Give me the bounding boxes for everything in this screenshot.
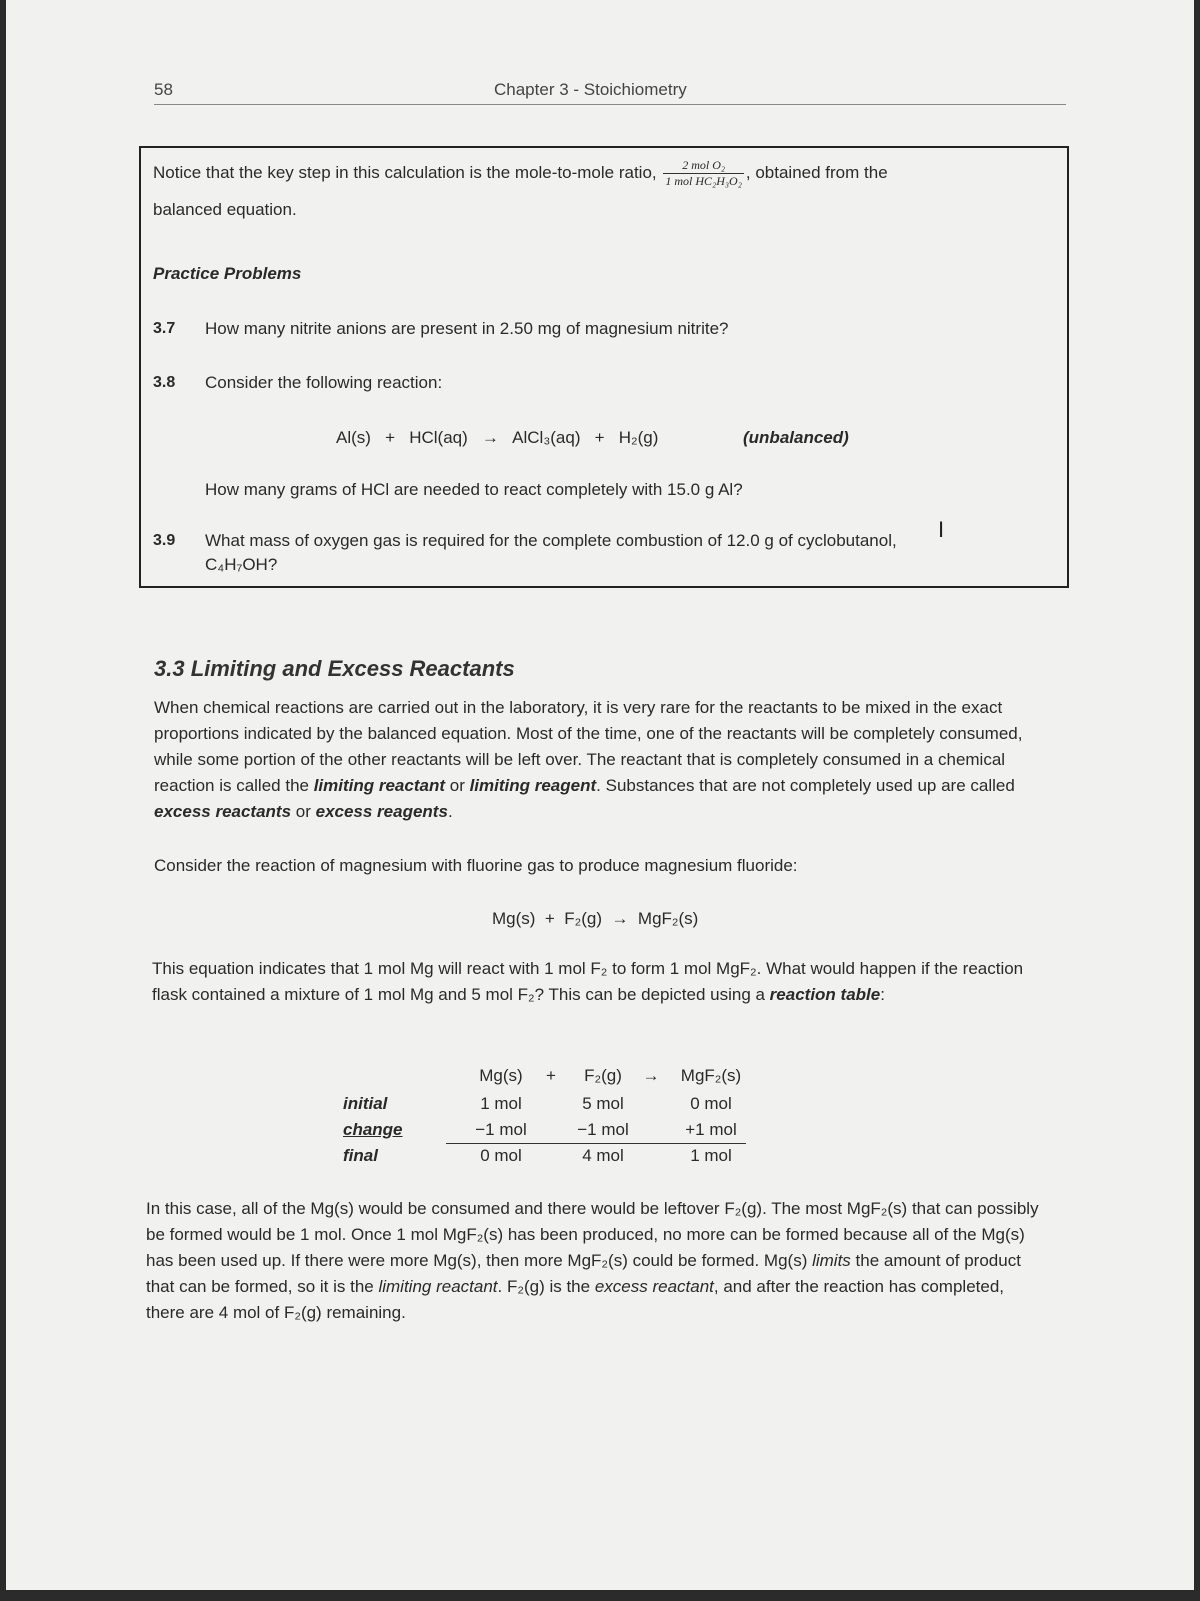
notice-text (153, 158, 1053, 189)
para-text: In this case, all of the Mg(s) would be consumed and there would be leftover F₂(g). The most MgF₂(s) that can possibly be formed would be 1 mol. Once 1 mol MgF₂(s) has been produced, no more can be formed because all of the Mg(s) has been used up. If there were more Mg(s), then more MgF₂(s) could be formed. Mg(s) (146, 1199, 1039, 1270)
table-cell: −1 mol (577, 1120, 629, 1139)
problem-text: Consider the following reaction: (205, 373, 443, 392)
table-cell: −1 mol (475, 1120, 527, 1139)
term-limiting-reagent: limiting reagent (469, 776, 597, 795)
table-cell: 1 mol (480, 1094, 522, 1113)
table-header-cell: + (546, 1066, 556, 1085)
notice-before: Notice that the key step in this calculation is the mole-to-mole ratio, (153, 162, 657, 182)
term-excess-reactant: excess reactant (594, 1277, 714, 1296)
paragraph-intro (154, 695, 1044, 825)
notice-after: , obtained from the (745, 162, 888, 182)
table-header-cell: → (642, 1066, 660, 1085)
page-number: 58 (154, 80, 173, 99)
practice-heading: Practice Problems (153, 264, 302, 283)
table-cell: 4 mol (582, 1146, 624, 1165)
para-text: . (447, 802, 453, 821)
table-row-label: change (343, 1120, 403, 1139)
ratio-denominator: 1 mol HC₂H₃O₂ (665, 174, 742, 188)
table-cell: 1 mol (690, 1146, 732, 1165)
table-header-cell: MgF₂(s) (680, 1066, 742, 1085)
textbook-page (6, 0, 1194, 1590)
problem-formula: C₄H₇OH? (205, 555, 278, 574)
running-head (154, 78, 1066, 105)
problem-number: 3.9 (153, 532, 176, 549)
table-sum-line (446, 1143, 746, 1144)
table-cell: 5 mol (582, 1094, 624, 1113)
para-text: When chemical reactions are carried out in the laboratory, it is very rare for the reactants to be mixed in the exact proportions indicated by the balanced equation. Most of the time, one of the reactants will be completely consumed, while some portion of the other reactants will be left over. The reactant that is completely consumed in a chemical reaction is called the (154, 698, 1023, 795)
term-limiting-reactant: limiting reactant (313, 776, 446, 795)
problem-text: What mass of oxygen gas is required for the complete combustion of 12.0 g of cyclobutanol, (205, 531, 897, 550)
notice-line2: balanced equation. (153, 200, 297, 219)
para-text: the amount of product that can be formed, so it is the (146, 1251, 1021, 1296)
para-text: : (880, 985, 885, 1004)
table-row-label: initial (343, 1094, 388, 1113)
text-cursor-icon: I (938, 517, 945, 542)
problem-number: 3.7 (153, 320, 176, 337)
para-text: , and after the reaction has completed, there are 4 mol of F₂(g) remaining. (146, 1277, 1005, 1322)
table-header-cell: F₂(g) (584, 1066, 622, 1085)
problem-number: 3.8 (153, 374, 176, 391)
term-limiting-reactant: limiting reactant (378, 1277, 498, 1296)
term-reaction-table: reaction table (769, 985, 881, 1004)
para-text: or (445, 776, 470, 795)
practice-box (139, 146, 1069, 588)
term-excess-reagents: excess reagents (315, 802, 448, 821)
table-row-label: final (343, 1146, 378, 1165)
reaction-equation: Al(s) + HCl(aq) → AlCl₃(aq) + H₂(g) (336, 428, 659, 447)
paragraph-equation (152, 956, 1042, 1008)
mg-f2-equation: Mg(s) + F₂(g) → MgF₂(s) (492, 909, 699, 928)
table-cell: 0 mol (690, 1094, 732, 1113)
mole-ratio-fraction (663, 158, 744, 189)
table-cell: +1 mol (685, 1120, 737, 1139)
para-text: . F₂(g) is the (497, 1277, 595, 1296)
para-text: . Substances that are not completely used up are called (596, 776, 1015, 795)
problem-text: How many nitrite anions are present in 2.50 mg of magnesium nitrite? (205, 319, 729, 338)
term-excess-reactants: excess reactants (154, 802, 292, 821)
para-text: This equation indicates that 1 mol Mg will react with 1 mol F₂ to form 1 mol MgF₂. What would happen if the reaction flask contained a mixture of 1 mol Mg and 5 mol F₂? This can be depicted using a (152, 959, 1024, 1004)
problem-question: How many grams of HCl are needed to react completely with 15.0 g Al? (205, 480, 743, 499)
paragraph-consider: Consider the reaction of magnesium with fluorine gas to produce magnesium fluoride: (154, 856, 798, 875)
chapter-title: Chapter 3 - Stoichiometry (494, 80, 687, 99)
table-cell: 0 mol (480, 1146, 522, 1165)
term-limits: limits (812, 1251, 851, 1270)
ratio-numerator: 2 mol O₂ (663, 158, 744, 174)
paragraph-conclusion (146, 1196, 1042, 1326)
para-text: or (291, 802, 316, 821)
table-header-cell: Mg(s) (479, 1066, 523, 1085)
unbalanced-note: (unbalanced) (743, 428, 849, 447)
section-title: 3.3 Limiting and Excess Reactants (154, 656, 515, 681)
